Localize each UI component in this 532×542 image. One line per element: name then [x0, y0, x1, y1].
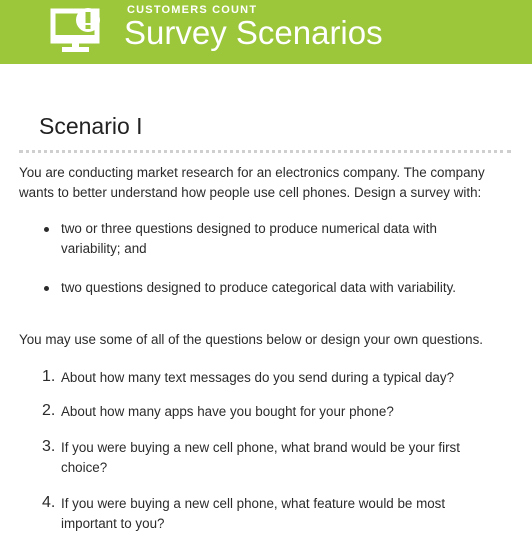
scenario-heading: Scenario I	[39, 113, 143, 139]
list-item-text: two questions designed to produce categorical data with variability.	[61, 280, 457, 295]
bullet-dot	[44, 227, 49, 232]
question-text: About how many apps have you bought for your phone?	[61, 404, 394, 419]
question-text: About how many text messages do you send during a typical day?	[61, 370, 455, 385]
bullet-dot	[44, 286, 49, 291]
page-title: Survey Scenarios	[124, 14, 383, 51]
header-banner	[0, 0, 532, 64]
question-text: If you were buying a new cell phone, what brand would be your first choice?	[61, 440, 460, 475]
question-number: 2.	[42, 402, 56, 419]
question-number: 1.	[42, 368, 56, 385]
intro-paragraph: You are conducting market research for an electronics company. The company wants to better understand how people use cell phones. Design a survey with:	[19, 165, 485, 200]
instruction-paragraph: You may use some of all of the questions below or design your own questions.	[19, 332, 483, 347]
question-text: If you were buying a new cell phone, what feature would be most important to you?	[61, 496, 446, 531]
header-kicker: CUSTOMERS COUNT	[127, 4, 258, 16]
question-number: 3.	[42, 438, 56, 455]
dotted-divider	[19, 150, 511, 153]
computer-alert-icon	[50, 7, 104, 55]
list-item-text: two or three questions designed to produce numerical data with variability; and	[61, 221, 437, 256]
question-number: 4.	[42, 494, 56, 511]
